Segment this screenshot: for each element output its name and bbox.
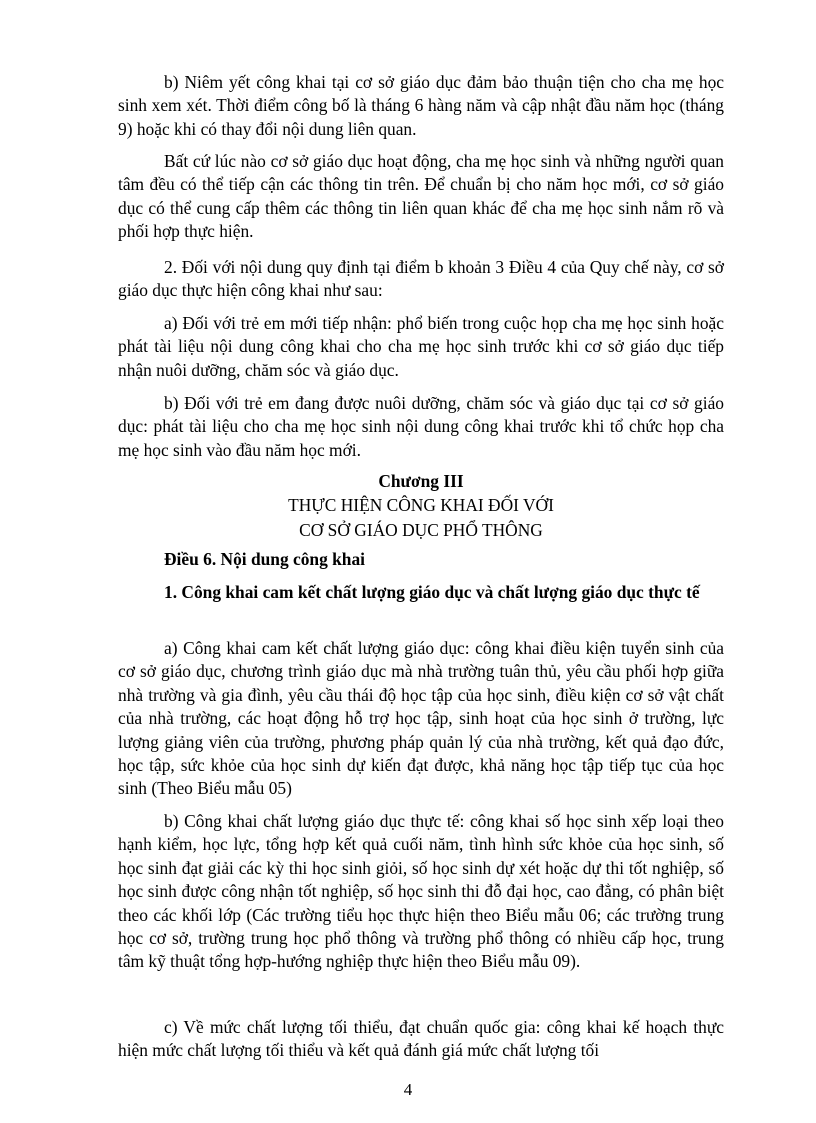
paragraph-actual-quality: b) Công khai chất lượng giáo dục thực tế: công khai số học sinh xếp loại theo hạnh kiểm, học lực, tổng hợp kết quả cuối năm, tình hình sức khỏe của học sinh, số học sinh đạt giải các kỳ thi học sinh giỏi, số học sinh dự xét hoặc dự thi tốt nghiệp, số học sinh được công nhận tốt nghiệp, số học sinh thi đỗ đại học, cao đẳng, có phân biệt theo các khối lớp (Các trường tiểu học thực hiện theo Biểu mẫu 06; các trường trung học cơ sở, trường trung học phổ thông và trường phổ thông có nhiều cấp học, trung tâm kỹ thuật tổng hợp-hướng nghiệp thực hiện theo Biểu mẫu 09).	[118, 811, 724, 972]
paragraph-access: Bất cứ lúc nào cơ sở giáo dục hoạt động, cha mẹ học sinh và những người quan tâm đều có thể tiếp cận các thông tin trên. Để chuẩn bị cho năm học mới, cơ sở giáo dục có thể cung cấp thêm các thông tin liên quan khác để cha mẹ học sinh nắm rõ và phối hợp thực hiện.	[118, 151, 724, 242]
paragraph-item-2: 2. Đối với nội dung quy định tại điểm b khoản 3 Điều 4 của Quy chế này, cơ sở giáo dục thực hiện công khai như sau:	[118, 257, 724, 301]
page-number: 4	[403, 1080, 413, 1099]
chapter-title-line2: CƠ SỞ GIÁO DỤC PHỔ THÔNG	[299, 520, 543, 540]
paragraph-minimum-quality: c) Về mức chất lượng tối thiểu, đạt chuẩn quốc gia: công khai kế hoạch thực hiện mức chất lượng tối thiểu và kết quả đánh giá mức chất lượng tối	[118, 1017, 724, 1061]
chapter-title-line1: THỰC HIỆN CÔNG KHAI ĐỐI VỚI	[288, 495, 554, 515]
article-heading: Điều 6. Nội dung công khai	[164, 549, 366, 569]
paragraph-new-children: a) Đối với trẻ em mới tiếp nhận: phổ biến trong cuộc họp cha mẹ học sinh hoặc phát tài liệu nội dung công khai cho cha mẹ học sinh trước khi cơ sở giáo dục tiếp nhận nuôi dưỡng, chăm sóc và giáo dục.	[118, 313, 724, 380]
paragraph-posting: b) Niêm yết công khai tại cơ sở giáo dục đảm bảo thuận tiện cho cha mẹ học sinh xem xét. Thời điểm công bố là tháng 6 hàng năm và cập nhật đầu năm học (tháng 9) hoặc khi có thay đổi nội dung liên quan.	[118, 72, 724, 139]
chapter-label: Chương III	[378, 471, 464, 491]
paragraph-commitment: a) Công khai cam kết chất lượng giáo dục: công khai điều kiện tuyển sinh của cơ sở giáo dục, chương trình giáo dục mà nhà trường tuân thủ, yêu cầu phối hợp giữa nhà trường và gia đình, yêu cầu thái độ học tập của học sinh, điều kiện cơ sở vật chất của nhà trường, các hoạt động hỗ trợ học tập, sinh hoạt của học sinh ở trường, lực lượng giảng viên của trường, phương pháp quản lý của nhà trường, kết quả đạo đức, học tập, sức khỏe của học sinh dự kiến đạt được, khả năng học tập tiếp tục của học sinh (Theo Biểu mẫu 05)	[118, 638, 724, 799]
section-heading-1: 1. Công khai cam kết chất lượng giáo dục và chất lượng giáo dục thực tế	[164, 582, 700, 602]
paragraph-current-children: b) Đối với trẻ em đang được nuôi dưỡng, chăm sóc và giáo dục tại cơ sở giáo dục: phát tài liệu cho cha mẹ học sinh nội dung công khai trước khi tổ chức họp cha mẹ học sinh vào đầu năm học mới.	[118, 393, 724, 460]
